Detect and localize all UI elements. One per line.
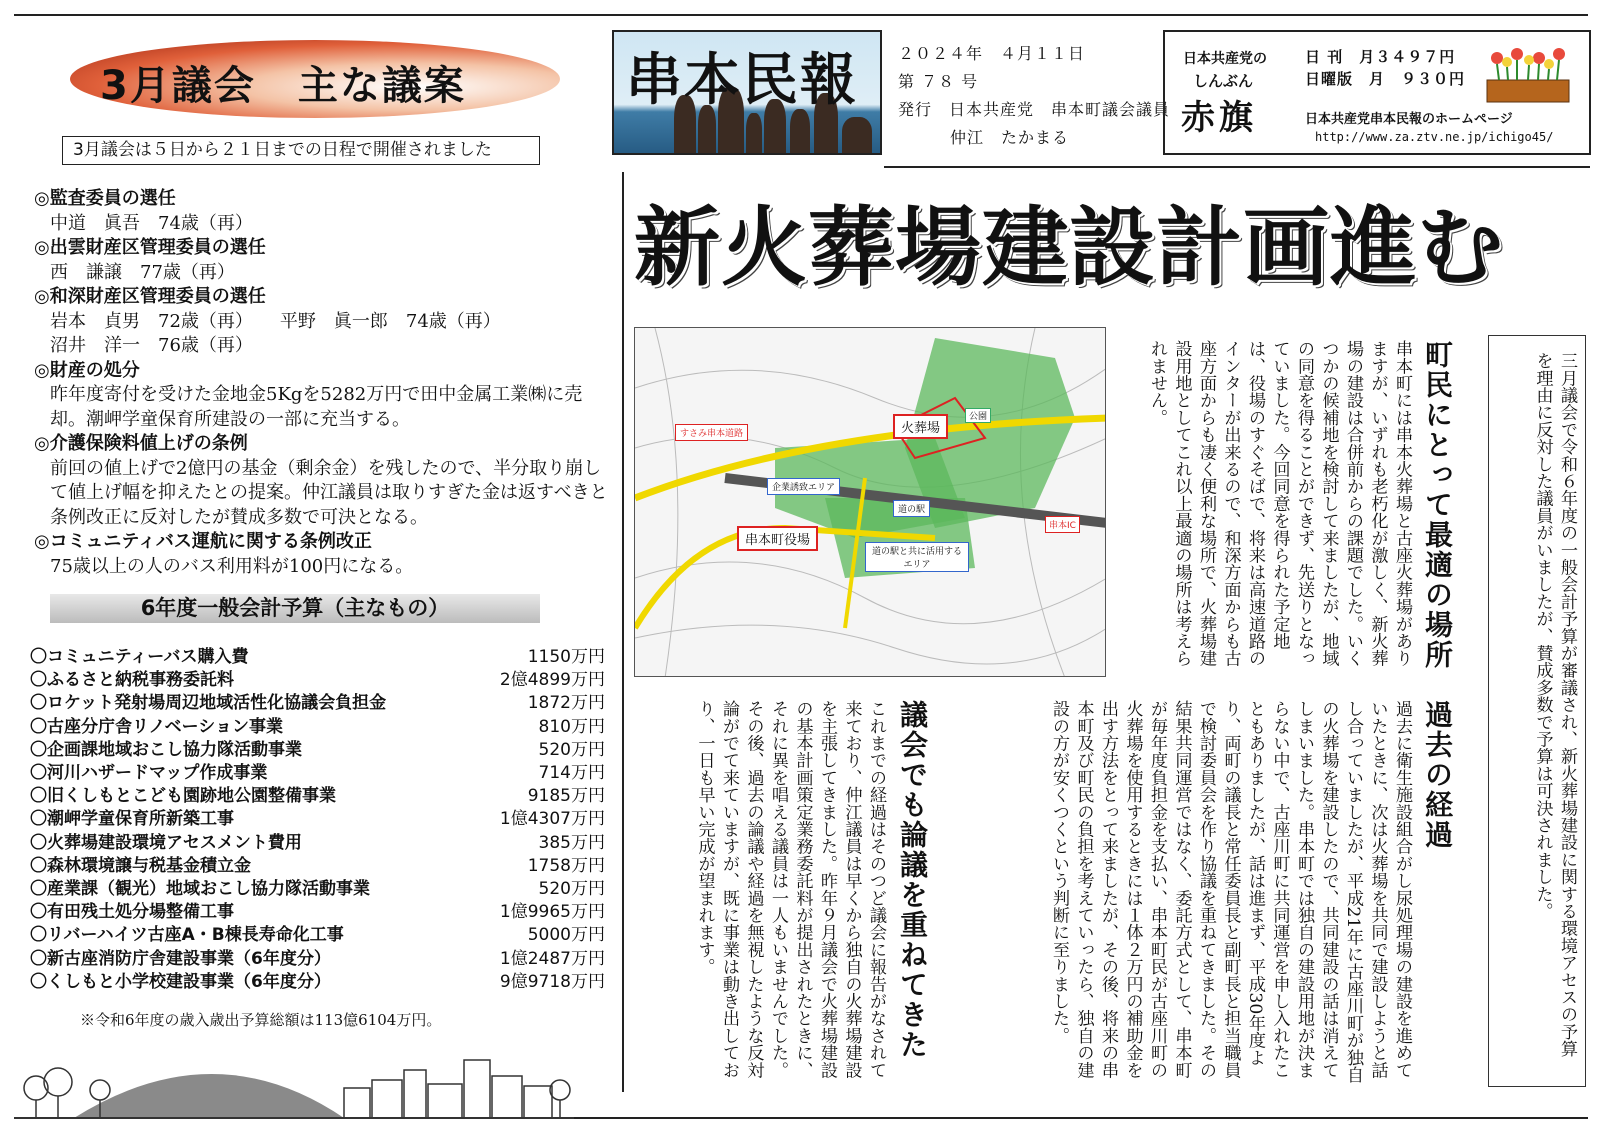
author: 仲江 たかまる: [950, 128, 1070, 147]
agenda-banner: [70, 40, 560, 118]
agenda-line: 沼井 洋一 76歳（再）: [50, 335, 253, 356]
budget-row: 〇コミュニティーバス購入費 1150万円: [30, 647, 605, 667]
agenda-line: 中道 眞吾 74歳（再）: [50, 212, 253, 234]
article1-body: 串本町には串本火葬場と古座火葬場がありますが、いずれも老朽化が激しく、新火葬場の建設は合併前からの課題でした。いくつかの候補地を検討して来ましたが、地域の同意を得ることができず、先送りとなっていました。今回同意を得られた予定地は、役場のすぐそばで、将来は高速道路のインターが出来るので、和深方面からも古座方面からも凄く便利な場所で、火葬場建設用地としてこれ以上最適の場所は考えられません。: [1147, 340, 1412, 667]
map-label-road: すさみ串本道路: [675, 424, 748, 441]
agenda-banner-title: 3月議会 主な議案: [100, 63, 466, 109]
article3-title: 議会でも論議を重ねてきた: [896, 700, 929, 1060]
header-rule: [884, 166, 1590, 168]
agenda-heading: ◎コミュニティバス運航に関する条例改正: [34, 531, 372, 552]
site-map-drawing: [635, 328, 1106, 677]
issue-number: 第 ７８ 号: [898, 72, 979, 91]
agenda-line: 前回の値上げで2億円の基金（剰余金）を残したので、半分取り崩して値上げ幅を抑えたとの提案。仲江議員は取りすぎた金は返すべきと条例改正に反対したが賛成多数で可決となる。: [50, 457, 608, 528]
agenda-line: 西 謙譲 77歳（再）: [50, 261, 235, 283]
akahata-sunday-price: 日曜版 月 ９３０円: [1305, 70, 1466, 88]
budget-row: 〇潮岬学童保育所新築工事 1億4307万円: [30, 809, 605, 830]
budget-title: 6年度一般会計予算（主なもの）: [50, 594, 540, 623]
agenda-heading: ◎和深財産区管理委員の選任: [34, 286, 266, 307]
map-label-ic: 串本IC: [1045, 516, 1080, 533]
agenda-line: 75歳以上の人のバス利用料が100円になる。: [50, 555, 414, 577]
article2-body: 過去に衛生施設組合がし尿処理場の建設を進めていたときに、次は火葬場を共同で建設しようと話し合っていましたが、平成21年に古座川町が独自の火葬場を建設したので、共同建設の話は消えてしまいました。串本町では独自の建設用地が決まらない中で、古座川町に共同運営を申し入れたこともありましたが、話は進まず、平成30年度より、両町の議長と常任委員長と副町長と担当職員で検討委員会を作り協議を重ねてきました。その結果共同運営ではなく、委託方式として、串本町が毎年度負担金を支払い、串本町民が古座川町の火葬場を使用するときには１体２万円の補助金を出す方法をとって来ましたが、その後、将来の串本町及び町民の負担を考えていったら、独自の建設の方が安くつくという判断に至りました。: [1049, 700, 1412, 1084]
budget-row: 〇ロケット発射場周辺地域活性化協議会負担金 1872万円: [30, 693, 605, 714]
session-note: 3月議会は５日から２１日までの日程で開催されました: [62, 136, 540, 165]
agenda-line: 岩本 貞男 72歳（再） 平野 眞一郎 74歳（再）: [50, 310, 501, 332]
homepage-label: 日本共産党串本民報のホームページ: [1305, 112, 1513, 127]
agenda-heading: ◎財産の処分: [34, 359, 140, 381]
agenda-line: 昨年度寄付を受けた金地金5Kgを5282万円で田中金属工業㈱に売却。潮岬学童保育所建設の一部に充当する。: [50, 384, 583, 430]
budget-list: [30, 646, 605, 994]
akahata-ad: [1163, 30, 1591, 155]
article1-title: 町民にとって最適の場所: [1421, 340, 1454, 670]
issue-date: ２０２４年 ４月１１日: [898, 44, 1086, 63]
town-illustration: [14, 1040, 574, 1120]
agenda-list: [34, 187, 614, 579]
map-label-kasoba: 火葬場: [893, 414, 948, 439]
budget-row: 〇旧くしもとこども園跡地公園整備事業 9185万円: [30, 786, 605, 807]
budget-row: 〇くしもと小学校建設事業（6年度分） 9億9718万円: [30, 971, 605, 992]
site-map: [634, 327, 1106, 677]
budget-total-note: ※令和6年度の歳入歳出予算総額は113億6104万円。: [80, 1011, 442, 1029]
top-rule: [14, 14, 1588, 16]
main-headline: 新火葬場建設計画進む: [634, 198, 1504, 298]
budget-row: 〇企画課地域おこし協力隊活動事業 520万円: [30, 739, 605, 760]
akahata-daily-price: 日 刊 月３４９７円: [1305, 48, 1456, 66]
agenda-heading: ◎出雲財産区管理委員の選任: [34, 237, 266, 258]
paper-name: 串本民報: [626, 48, 858, 113]
budget-note-box: 三月議会で令和６年度の一般会計予算が審議され、新火葬場建設に関する環境アセスの予算を理由に反対した議員がいましたが、賛成多数で予算は可決されました。: [1488, 335, 1586, 1087]
masthead: [612, 30, 882, 155]
issue-info: [898, 40, 1170, 152]
article2-title: 過去の経過: [1421, 700, 1454, 850]
akahata-name: 赤旗: [1181, 98, 1257, 138]
map-label-area: 道の駅と共に活用するエリア: [865, 542, 969, 572]
map-label-townhall: 串本町役場: [737, 526, 818, 551]
budget-row: 〇河川ハザードマップ作成事業 714万円: [30, 763, 605, 784]
budget-row: 〇古座分庁舎リノベーション事業 810万円: [30, 716, 605, 737]
homepage-url[interactable]: http://www.za.ztv.ne.jp/ichigo45/: [1315, 130, 1554, 144]
budget-row: 〇森林環境譲与税基金積立金 1758万円: [30, 855, 605, 876]
akahata-line1: 日本共産党の: [1183, 51, 1267, 67]
budget-row: 〇有田残土処分場整備工事 1億9965万円: [30, 902, 605, 923]
flower-pot-icon: [1483, 44, 1573, 106]
agenda-heading: ◎監査委員の選任: [34, 188, 176, 209]
budget-row: 〇産業課（観光）地域おこし協力隊活動事業 520万円: [30, 879, 605, 900]
budget-row: 〇ふるさと納税事務委託料 2億4899万円: [30, 670, 605, 691]
akahata-line2: しんぶん: [1193, 72, 1254, 90]
map-label-enterprise: 企業誘致エリア: [767, 478, 840, 495]
budget-row: 〇リバーハイツ古座A・B棟長寿命化工事 5000万円: [30, 925, 605, 946]
budget-row: 〇新古座消防庁舎建設事業（6年度分） 1億2487万円: [30, 948, 605, 969]
map-label-park: 公園: [965, 408, 991, 423]
column-divider: [622, 172, 624, 1092]
article3-body: これまでの経過はそのつど議会に報告がなされて来ており、仲江議員は早くから独自の火葬場建設を主張してきました。昨年９月議会で火葬場建設の基本計画策定業務委託料が提出されたときに、それに異を唱える議員は一人もいませんでした。その後、過去の論議や経過を無視したような反対論がでて来ていますが、既に事業は動き出しており、一日も早い完成が望まれます。: [694, 700, 886, 1079]
budget-row: 〇火葬場建設環境アセスメント費用 385万円: [30, 832, 605, 853]
map-label-michinoeki: 道の駅: [893, 500, 930, 517]
publisher: 発行 日本共産党 串本町議会議員: [898, 100, 1171, 119]
agenda-heading: ◎介護保険料値上げの条例: [34, 433, 248, 454]
